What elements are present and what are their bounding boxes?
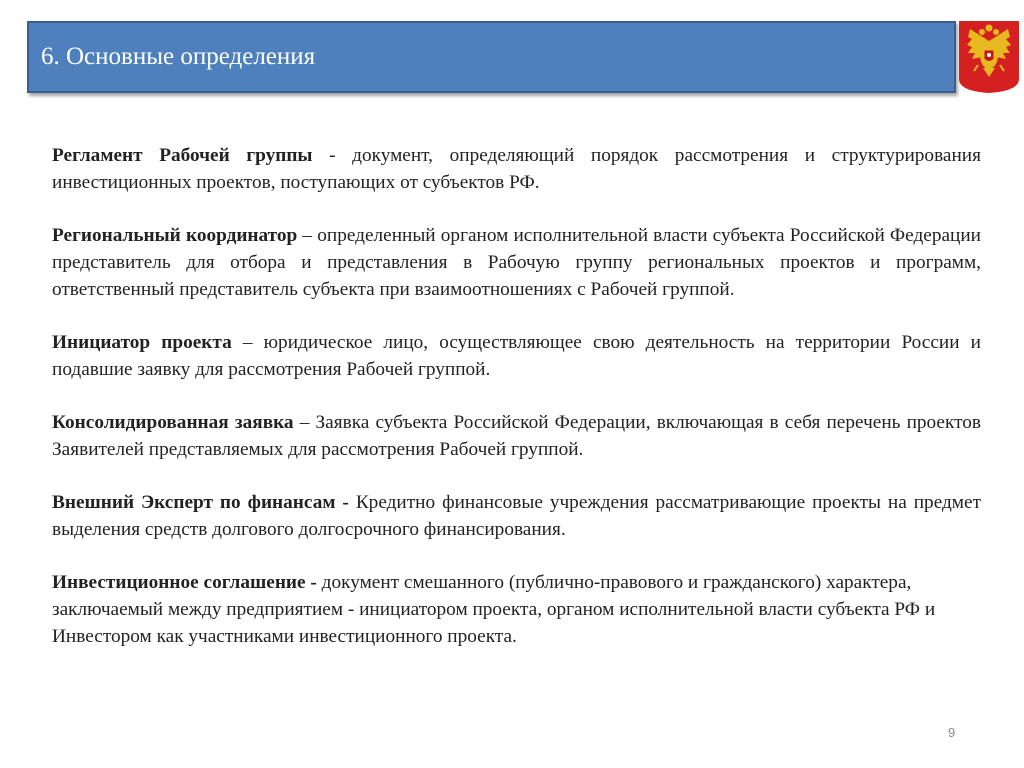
definition-term: Консолидированная заявка	[52, 412, 294, 433]
page-number: 9	[948, 725, 956, 740]
definition-separator: –	[297, 225, 318, 246]
definition-term: Инициатор проекта	[52, 332, 232, 353]
definition-text: юридическое лицо, осуществляющее свою деятельность на территории России и подавшие заявку для рассмотрения Рабочей группой.	[52, 332, 981, 380]
definition-term: Инвестиционное соглашение -	[52, 572, 317, 593]
definition-text: определенный органом исполнительной власти субъекта Российской Федерации представитель для отбора и представления в Рабочую группу региональных проектов и программ, ответственный представитель субъекта при взаимоотношениях с Рабочей группой.	[52, 225, 981, 300]
russian-coat-of-arms-icon	[958, 19, 1020, 93]
definition-separator: –	[231, 332, 264, 353]
definitions-list	[52, 142, 981, 676]
definition-term: Внешний Эксперт по финансам -	[52, 492, 349, 513]
definition-item	[52, 489, 981, 543]
definition-item	[52, 569, 981, 650]
definition-text: Заявка субъекта Российской Федерации, включающая в себя перечень проектов Заявителей представляемых для рассмотрения Рабочей группой.	[52, 412, 982, 460]
definition-term: Региональный координатор	[52, 225, 298, 246]
definition-item	[52, 142, 981, 196]
definition-text: документ, определяющий порядок рассмотрения и структурирования инвестиционных проектов, поступающих от субъектов РФ.	[52, 145, 981, 193]
slide-title: 6. Основные определения	[41, 43, 316, 70]
definition-separator: -	[312, 145, 353, 166]
definition-item	[52, 329, 981, 383]
definition-item	[52, 409, 981, 463]
definition-item	[52, 222, 981, 303]
definition-separator	[349, 492, 356, 513]
definition-term: Регламент Рабочей группы	[52, 145, 313, 166]
definition-separator: –	[293, 412, 316, 433]
definition-text: Кредитно финансовые учреждения рассматривающие проекты на предмет выделения средств долгового долгосрочного финансирования.	[52, 492, 981, 540]
definition-text: документ смешанного (публично-правового и гражданского) характера, заключаемый между предприятием - инициатором проекта, органом исполнительной власти субъекта РФ и Инвестором как участниками инвестиционного проекта.	[52, 572, 936, 647]
slide-title-bar	[27, 21, 956, 93]
